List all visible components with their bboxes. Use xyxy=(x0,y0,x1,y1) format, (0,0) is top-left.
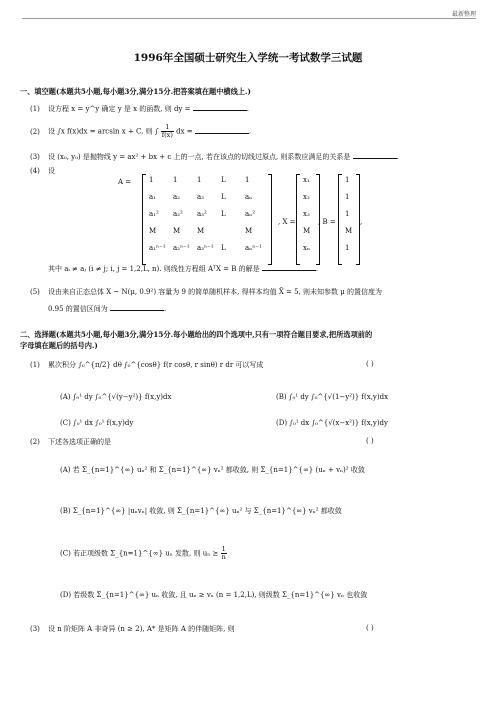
matrix-cell: x₂ xyxy=(303,193,310,201)
fill-question-5-line2 xyxy=(48,303,496,314)
fraction-denominator: f(x) xyxy=(161,131,173,139)
matrix-cell: a₁² xyxy=(149,210,159,218)
matrix-suffix: , xyxy=(360,218,363,226)
fill-question-1 xyxy=(30,103,482,114)
answer-blank[interactable] xyxy=(195,126,252,136)
answer-parentheses[interactable]: ( ) xyxy=(366,360,374,368)
question-text: 累次积分 ∫₀^{π/2} dθ ∫₀^{cosθ} f(r cosθ, r sinθ) r dr 可以写成 xyxy=(48,361,264,369)
fraction xyxy=(221,546,227,561)
matrix-bracket-left xyxy=(296,174,300,265)
matrix-X-label: , X = xyxy=(278,218,296,226)
question-text: 设 xyxy=(48,167,55,175)
fraction xyxy=(161,124,174,139)
matrix-cell: M xyxy=(345,227,353,235)
matrix-cell: 1 xyxy=(173,176,178,184)
question-tail: . xyxy=(248,127,252,136)
matrix-bracket-left xyxy=(142,174,146,265)
question-tail: . xyxy=(315,265,319,273)
answer-blank[interactable] xyxy=(110,303,167,313)
matrix-cell: aₙⁿ⁻¹ xyxy=(245,244,262,252)
option-C[interactable]: (C) ∫₀¹ dx ∫₀¹ f(x,y)dy xyxy=(60,419,134,427)
question-text: 设方程 x = y^y 确定 y 是 x 的函数, 则 dy = xyxy=(48,105,191,113)
question-text: 0.95 的置信区间为 xyxy=(48,305,108,313)
question-text: 设 ∫x f(x)dx = arcsin x + C, 则 ∫ xyxy=(48,127,159,136)
matrix-cell: aₙ² xyxy=(245,210,256,218)
matrix-cell: xₙ xyxy=(303,244,310,252)
header-label: 最新整理 xyxy=(451,11,476,18)
matrix-bracket-left xyxy=(338,174,342,265)
matrix-cell: a₂ xyxy=(173,193,180,201)
question-number: (1) xyxy=(30,361,40,369)
matrix-cell: 1 xyxy=(245,176,250,184)
option-D[interactable]: (D) ∫₀¹ dx ∫₀^{√(x−x²)} f(x,y)dy xyxy=(276,419,388,427)
question-tail: . xyxy=(164,305,167,313)
matrix-cell: aₙ xyxy=(245,193,253,201)
matrix-cell: 1 xyxy=(345,244,350,252)
section2-heading xyxy=(20,329,480,351)
question-number: (3) xyxy=(30,625,40,633)
matrix-cell: x₁ xyxy=(303,176,310,184)
matrix-cell: L xyxy=(221,193,226,201)
question-text: 其中 aᵢ ≠ aⱼ (i ≠ j; i, j = 1,2,L, n). 则线性方程组 AᵀX = B 的解是 xyxy=(48,265,260,273)
section1-heading: 一、填空题(本题共5小题,每小题3分,满分15分.把答案填在题中横线上.) xyxy=(20,87,251,96)
matrix-cell: M xyxy=(149,227,157,235)
header-divider xyxy=(22,18,476,19)
option-A[interactable]: (A) 若 Σ_{n=1}^{∞} uₙ² 和 Σ_{n=1}^{∞} vₙ² 都收敛, 则 Σ_{n=1}^{∞} (uₙ + vₙ)² 收敛 xyxy=(60,466,365,474)
fraction-numerator: 1 xyxy=(161,124,174,132)
matrix-cell: L xyxy=(221,176,226,184)
question-text: 设 (x₀, y₀) 是抛物线 y = ax² + bx + c 上的一点, 若在该点的切线过原点, 则系数应满足的关系是 xyxy=(48,153,351,161)
choice-question-1 xyxy=(30,360,482,370)
section2-heading-line2: 字母填在题后的括号内.) xyxy=(20,341,98,350)
question-number: (3) xyxy=(30,153,40,161)
fraction-numerator: 1 xyxy=(221,545,226,553)
fill-question-5 xyxy=(30,287,482,297)
question-text-after: dx = xyxy=(176,127,193,136)
matrix-cell: 1 xyxy=(149,176,154,184)
option-B[interactable]: (B) ∫₀¹ dy ∫₀^{√(1−y²)} f(x,y)dx xyxy=(276,393,389,401)
answer-blank[interactable] xyxy=(353,151,397,159)
matrix-cell: 1 xyxy=(197,176,202,184)
question-tail: . xyxy=(246,105,249,113)
option-text: (C) 若正项级数 Σ_{n=1}^{∞} uₙ 发散, 则 uₙ ≥ xyxy=(60,549,219,558)
matrix-cell: x₃ xyxy=(303,210,310,218)
question-number: (4) xyxy=(30,167,40,175)
fill-question-4 xyxy=(30,166,482,176)
option-D[interactable]: (D) 若级数 Σ_{n=1}^{∞} uₙ 收敛, 且 uₙ ≥ vₙ (n = 1,2,L), 则级数 Σ_{n=1}^{∞} vₙ 也收敛 xyxy=(60,591,368,599)
option-A[interactable]: (A) ∫₀¹ dy ∫₀^{√(y−y²)} f(x,y)dx xyxy=(60,393,172,401)
matrix-cell: a₁ xyxy=(149,193,156,201)
matrix-cell: L xyxy=(221,210,226,218)
fill-question-2 xyxy=(30,124,482,139)
matrix-cell: 1 xyxy=(345,193,350,201)
matrix-cell: M xyxy=(303,227,311,235)
matrix-cell: a₁ⁿ⁻¹ xyxy=(149,244,166,252)
question-number: (2) xyxy=(30,438,40,446)
page-title: 1996年全国硕士研究生入学统一考试数学三试题 xyxy=(133,52,363,64)
answer-parentheses[interactable]: ( ) xyxy=(366,437,374,445)
matrix-cell: M xyxy=(197,227,205,235)
question-tail: . xyxy=(396,153,399,161)
matrix-A-label: A = xyxy=(118,178,132,186)
section2-heading-line1: 二、选择题(本题共5小题,每小题3分,满分15分.每小题给出的四个选项中,只有一项符合题目要求,把所选项前的 xyxy=(20,330,373,339)
matrix-cell: a₂ⁿ⁻¹ xyxy=(173,244,190,252)
answer-blank[interactable] xyxy=(193,103,247,111)
matrix-B-label: , B = xyxy=(318,218,336,226)
question-text: 下述各选项正确的是 xyxy=(48,438,111,446)
matrix-cell: a₃ xyxy=(197,193,204,201)
matrix-cell: L xyxy=(221,244,226,252)
matrix-bracket-right xyxy=(268,174,272,265)
matrix-cell: M xyxy=(173,227,181,235)
fill-question-4-condition xyxy=(48,263,478,274)
fraction-denominator: n xyxy=(221,553,226,561)
choice-question-3 xyxy=(30,624,482,634)
matrix-cell: 1 xyxy=(345,210,350,218)
answer-blank[interactable] xyxy=(262,263,319,273)
matrix-cell: a₃² xyxy=(197,210,207,218)
question-number: (1) xyxy=(30,105,40,113)
matrix-cell: a₃ⁿ⁻¹ xyxy=(197,244,214,252)
answer-parentheses[interactable]: ( ) xyxy=(366,624,374,632)
question-number: (5) xyxy=(30,288,40,296)
fill-question-3 xyxy=(30,151,482,162)
choice-question-2 xyxy=(30,437,482,447)
question-text: 设由来自正态总体 X ~ N(μ, 0.9²) 容量为 9 的简单随机样本, 得样本均值 X̄ = 5, 则未知参数 μ 的置信度为 xyxy=(48,288,383,296)
option-C[interactable] xyxy=(60,546,227,561)
question-text: 设 n 阶矩阵 A 非奇异 (n ≥ 2), A* 是矩阵 A 的伴随矩阵, 则 xyxy=(48,625,235,633)
question-number: (2) xyxy=(30,127,40,136)
matrix-cell: 1 xyxy=(345,176,350,184)
matrix-cell: a₂² xyxy=(173,210,183,218)
matrix-cell: M xyxy=(245,227,253,235)
option-B[interactable]: (B) Σ_{n=1}^{∞} |uₙvₙ| 收敛, 则 Σ_{n=1}^{∞} uₙ² 与 Σ_{n=1}^{∞} vₙ² 都收敛 xyxy=(60,507,342,515)
